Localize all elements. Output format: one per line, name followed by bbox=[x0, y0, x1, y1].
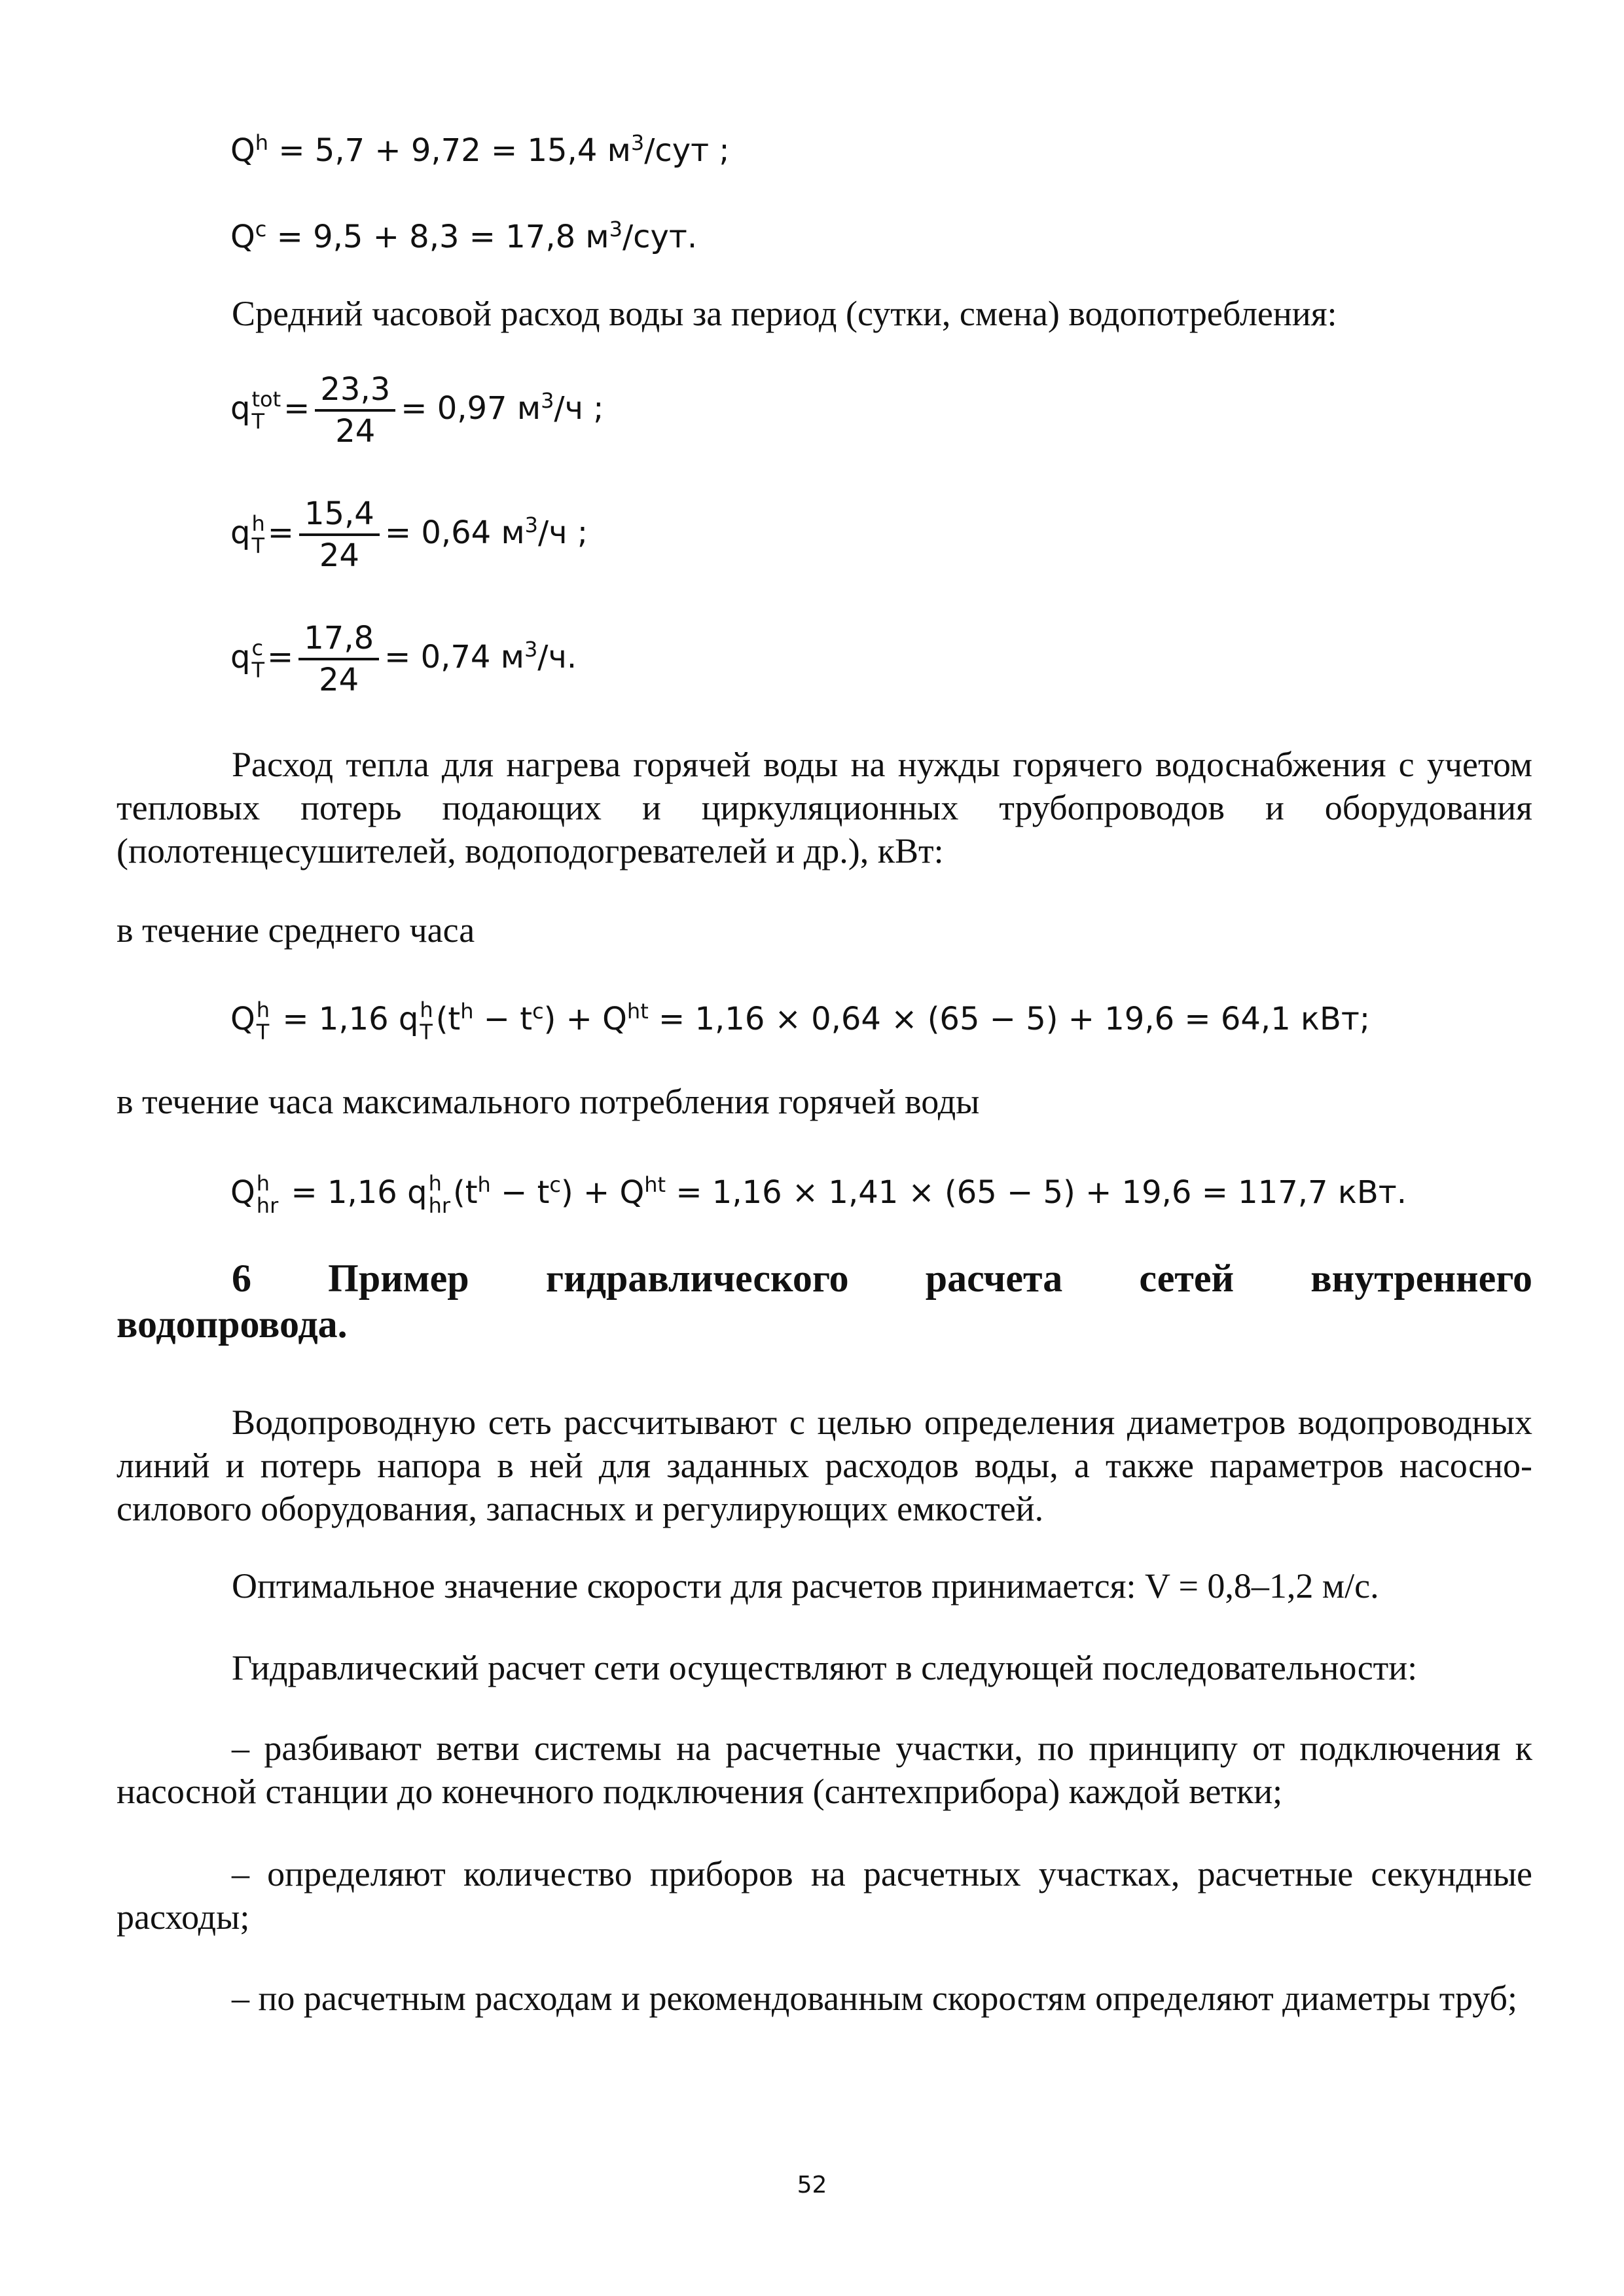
paragraph-velocity: Оптимальное значение скорости для расчетов принимается: V = 0,8–1,2 м/с. bbox=[232, 1566, 1379, 1605]
formula-scripts bbox=[257, 1172, 278, 1217]
formula-superscript: h bbox=[477, 1172, 491, 1197]
formula-expression: = 9,5 + 8,3 = 17,8 м bbox=[266, 219, 609, 255]
formula-scripts bbox=[251, 512, 264, 557]
formula-superscript: h bbox=[255, 130, 269, 155]
paragraph-net-purpose: Водопроводную сеть рассчитывают с целью определения диаметров водопроводных линий и потерь напора в ней для заданных расходов воды, а также параметров насосно-силового оборудования, запасных и регулирующих емкостей. bbox=[117, 1403, 1532, 1528]
paragraph-max-hour: в течение часа максимального потребления горячей воды bbox=[117, 1082, 980, 1121]
formula-q-tot: q tot T = $\frac{23,3}{24}$ = 0,97 $м^3/ч$ ; bbox=[230, 371, 604, 450]
paragraph-sequence: Гидравлический расчет сети осуществляют в следующей последовательности: bbox=[232, 1648, 1418, 1687]
formula-superscript: h bbox=[460, 999, 474, 1024]
formula-subscript: T bbox=[251, 533, 265, 558]
paragraph-avg-hour: в течение среднего часа bbox=[117, 910, 475, 950]
fraction bbox=[299, 494, 380, 575]
paragraph-heat-intro: Расход тепла для нагрева горячей воды на нужды горячего водоснабжения с учетом тепловых потерь подающих и циркуляционных трубопроводов и оборудования (полотенцесушителей, водоподогревателей и др.), кВт: bbox=[117, 745, 1532, 870]
unit-exponent: 3 bbox=[541, 388, 554, 413]
heading-word: Пример bbox=[328, 1257, 469, 1300]
fraction-numerator: 15,4 bbox=[299, 494, 380, 536]
fraction bbox=[315, 370, 395, 451]
formula-superscript: ht bbox=[644, 1172, 666, 1197]
formula-expression: ) + Q bbox=[560, 1174, 645, 1211]
formula-unit: /ч. bbox=[537, 639, 577, 675]
formula-symbol: q bbox=[230, 639, 251, 675]
list-item-step-2: – определяют количество приборов на расчетных участках, расчетные секундные расходы; bbox=[117, 1854, 1532, 1937]
formula-qc-total bbox=[230, 209, 697, 257]
formula-scripts bbox=[420, 999, 433, 1043]
formula-symbol: q bbox=[230, 390, 251, 427]
formula-subscript: hr bbox=[256, 1193, 279, 1218]
formula-expression: − t bbox=[490, 1174, 550, 1211]
formula-heat-average bbox=[230, 992, 1370, 1043]
fraction-numerator: 23,3 bbox=[315, 370, 395, 412]
unit-exponent: 3 bbox=[524, 637, 538, 662]
heading-line-1 bbox=[117, 1255, 1532, 1301]
formula-scripts bbox=[251, 388, 281, 433]
formula-superscript: c bbox=[532, 999, 544, 1024]
formula-superscript: c bbox=[549, 1172, 561, 1197]
formula-superscript: h bbox=[256, 997, 270, 1022]
formula-symbol: Q bbox=[230, 219, 255, 255]
formula-unit: /ч ; bbox=[554, 390, 604, 427]
formula-qh-total bbox=[230, 123, 730, 170]
fraction-denominator: 24 bbox=[319, 537, 359, 574]
heading-word: гидравлического bbox=[545, 1257, 849, 1300]
unit-exponent: 3 bbox=[524, 512, 539, 537]
formula-expression: = 0,64 м bbox=[384, 514, 525, 551]
formula-heat-max bbox=[230, 1165, 1407, 1217]
formula-scripts bbox=[429, 1172, 450, 1217]
formula-expression: = 5,7 + 9,72 = 15,4 м bbox=[268, 132, 631, 169]
formula-symbol: Q bbox=[230, 1001, 255, 1037]
fraction-denominator: 24 bbox=[335, 413, 376, 450]
formula-subscript: T bbox=[251, 658, 265, 683]
formula-expression: − t bbox=[473, 1001, 533, 1037]
formula-superscript: c bbox=[251, 636, 264, 660]
fraction-numerator: 17,8 bbox=[298, 619, 379, 660]
formula-expression: ) + Q bbox=[543, 1001, 627, 1037]
formula-expression: = 0,97 м bbox=[401, 390, 541, 427]
list-item-step-1: – разбивают ветви системы на расчетные участки, по принципу от подключения к насосной станции до конечного подключения (сантехприбора) каждой ветки; bbox=[117, 1729, 1532, 1811]
paragraph-avg-hourly: Средний часовой расход воды за период (сутки, смена) водопотребления: bbox=[232, 294, 1337, 333]
unit-exponent: 3 bbox=[630, 130, 645, 155]
formula-subscript: T bbox=[420, 1020, 433, 1045]
formula-superscript: c bbox=[255, 217, 267, 242]
formula-expression: = 1,16 × 1,41 × (65 − 5) + 19,6 = 117,7 кВт. bbox=[666, 1174, 1407, 1211]
formula-expression: = 1,16 × 0,64 × (65 − 5) + 19,6 = 64,1 кВт; bbox=[648, 1001, 1371, 1037]
formula-symbol: Q bbox=[230, 1174, 255, 1211]
formula-expression: (t bbox=[453, 1174, 478, 1211]
formula-superscript: h bbox=[256, 1171, 270, 1196]
formula-unit: /сут ; bbox=[644, 132, 730, 169]
list-item-step-3: – по расчетным расходам и рекомендованным скоростям определяют диаметры труб; bbox=[232, 1979, 1518, 2018]
formula-superscript: h bbox=[251, 511, 265, 536]
page-number: 52 bbox=[797, 2172, 827, 2198]
fraction bbox=[298, 619, 379, 700]
heading-word: расчета bbox=[925, 1257, 1063, 1300]
formula-expression: = 0,74 м bbox=[384, 639, 524, 675]
formula-subscript: hr bbox=[428, 1193, 450, 1218]
formula-expression: (t bbox=[435, 1001, 461, 1037]
section-heading bbox=[117, 1255, 1532, 1347]
formula-expression: = 1,16 q bbox=[281, 1174, 427, 1211]
heading-word: внутреннего bbox=[1310, 1257, 1532, 1300]
formula-superscript: h bbox=[428, 1171, 442, 1196]
formula-q-h: q h T = $\frac{15,4}{24}$ = 0,64 $м^3/ч$ ; bbox=[230, 495, 588, 574]
formula-expression: = 1,16 q bbox=[272, 1001, 419, 1037]
formula-subscript: T bbox=[251, 409, 265, 434]
formula-superscript: h bbox=[420, 997, 433, 1022]
formula-superscript: ht bbox=[626, 999, 649, 1024]
formula-superscript: tot bbox=[251, 387, 281, 412]
heading-number: 6 bbox=[232, 1257, 251, 1300]
formula-symbol: Q bbox=[230, 132, 255, 169]
heading-line-2: водопровода. bbox=[117, 1302, 348, 1346]
formula-q-c: q c T = $\frac{17,8}{24}$ = 0,74 $м^3/ч$. bbox=[230, 620, 577, 698]
formula-subscript: T bbox=[256, 1020, 270, 1045]
formula-symbol: q bbox=[230, 514, 251, 551]
heading-word: сетей bbox=[1139, 1257, 1235, 1300]
unit-exponent: 3 bbox=[609, 217, 623, 242]
formula-unit: /сут. bbox=[622, 219, 698, 255]
formula-scripts bbox=[251, 637, 264, 681]
formula-scripts bbox=[257, 999, 270, 1043]
formula-unit: /ч ; bbox=[538, 514, 588, 551]
fraction-denominator: 24 bbox=[319, 662, 359, 698]
